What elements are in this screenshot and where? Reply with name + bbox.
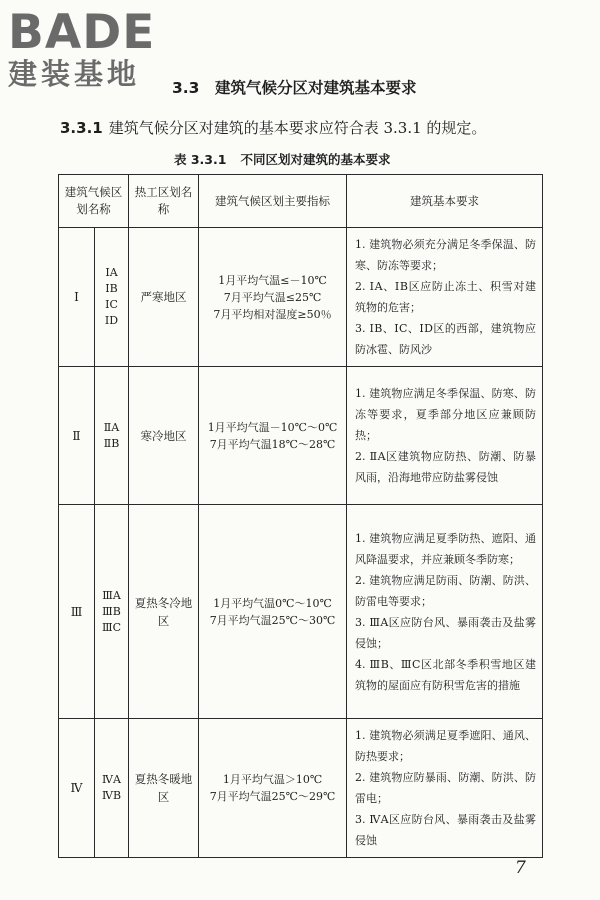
requirement-item: 2. 建筑物应防暴雨、防潮、防洪、防雷电； (355, 771, 536, 805)
requirement-cell (347, 228, 543, 367)
bade-logo (8, 5, 178, 91)
requirement-item: 1. 建筑物应满足夏季防热、遮阳、通风降温要求，并应兼顾冬季防寒； (355, 531, 536, 566)
table-row (59, 719, 543, 858)
indicator: 7月平均气温18℃～28℃ (209, 437, 336, 451)
subzone-cell (95, 505, 129, 719)
page-number: 7 (515, 858, 526, 878)
subzone: ⅠB (105, 282, 118, 295)
table-row (59, 228, 543, 367)
requirement-item: 2. ⅡA区建筑物应防热、防潮、防暴风雨，沿海地带应防盐雾侵蚀 (355, 450, 536, 484)
thermal-zone-cell: 夏热冬冷地区 (129, 505, 199, 719)
subzone: ⅠD (104, 314, 119, 327)
subzone: ⅡA (103, 420, 120, 434)
requirement-item: 4. ⅢB、ⅢC区北部冬季积雪地区建筑物的屋面应有防积雪危害的措施 (355, 657, 536, 692)
table-row (59, 367, 543, 505)
subzone: ⅢB (102, 604, 121, 618)
requirement-item: 3. ⅠB、ⅠC、ⅠD区的西部，建筑物应防冰雹、防风沙 (355, 322, 536, 356)
indicator: 7月平均气温25℃～29℃ (209, 790, 336, 803)
clause-number: 3.3.1 (60, 119, 103, 137)
thermal-zone-cell: 严寒地区 (129, 228, 199, 367)
zone-cell: Ⅳ (59, 719, 95, 858)
table-caption-title: 不同区划对建筑的基本要求 (240, 152, 391, 167)
logo-brand: BADE (8, 5, 156, 60)
climate-zone-table (58, 174, 543, 858)
requirement-cell (347, 505, 543, 719)
indicator: 1月平均气温＞10℃ (222, 773, 323, 786)
subzone: ⅠC (105, 298, 118, 311)
indicator: 1月平均气温－10℃～0℃ (207, 420, 338, 434)
indicator: 7月平均气温≤25℃ (223, 290, 322, 304)
requirement-item: 1. 建筑物必须充分满足冬季保温、防寒、防冻等要求； (355, 238, 536, 272)
subzone: ⅣB (101, 789, 122, 802)
indicator: 7月平均气温25℃～30℃ (209, 613, 336, 627)
requirement-item: 1. 建筑物必须满足夏季遮阳、通风、防热要求； (355, 729, 536, 763)
requirement-item: 3. ⅢA区应防台风、暴雨袭击及盐雾侵蚀； (355, 615, 536, 650)
requirement-item: 2. ⅠA、ⅠB区应防止冻土、积雪对建筑物的危害； (355, 280, 536, 314)
requirement-item: 1. 建筑物应满足冬季保温、防寒、防冻等要求，夏季部分地区应兼顾防热； (355, 387, 536, 442)
requirement-item: 2. 建筑物应满足防雨、防潮、防洪、防雷电等要求； (355, 573, 536, 608)
requirement-cell (347, 367, 543, 505)
indicator-cell (199, 719, 347, 858)
header-requirements: 建筑基本要求 (347, 175, 543, 228)
subzone-cell (95, 367, 129, 505)
zone-cell: Ⅱ (59, 367, 95, 505)
table-header-row (59, 175, 543, 228)
header-thermal-name: 热工区划名称 (129, 175, 199, 228)
indicator: 1月平均气温0℃～10℃ (213, 596, 332, 610)
header-indicators: 建筑气候区划主要指标 (199, 175, 347, 228)
thermal-zone-cell: 寒冷地区 (129, 367, 199, 505)
subzone-cell (95, 228, 129, 367)
section-title: 3.3 建筑气候分区对建筑基本要求 (172, 79, 417, 97)
clause-text: 建筑气候分区对建筑的基本要求应符合表 3.3.1 的规定。 (108, 119, 487, 137)
indicator: 1月平均气温≤－10℃ (218, 273, 327, 287)
zone-cell: Ⅲ (59, 505, 95, 719)
logo-subtitle: 建装基地 (8, 57, 141, 91)
subzone: ⅠA (105, 266, 118, 279)
subzone: ⅡB (103, 436, 120, 450)
subzone: ⅣA (102, 773, 121, 786)
subzone: ⅢC (101, 620, 122, 634)
zone-cell: Ⅰ (59, 228, 95, 367)
table-caption (174, 150, 390, 168)
header-zone-name: 建筑气候区划名称 (59, 175, 129, 228)
subzone-cell (95, 719, 129, 858)
subzone: ⅢA (102, 588, 121, 602)
requirement-cell (347, 719, 543, 858)
indicator-cell (199, 228, 347, 367)
requirement-item: 3. ⅣA区应防台风、暴雨袭击及盐雾侵蚀 (355, 813, 536, 847)
table-caption-number: 表 3.3.1 (174, 152, 227, 167)
indicator-cell (199, 505, 347, 719)
table-row (59, 505, 543, 719)
thermal-zone-cell: 夏热冬暖地区 (129, 719, 199, 858)
clause-paragraph (60, 117, 486, 138)
indicator-cell (199, 367, 347, 505)
indicator: 7月平均相对湿度≥50％ (213, 307, 332, 321)
